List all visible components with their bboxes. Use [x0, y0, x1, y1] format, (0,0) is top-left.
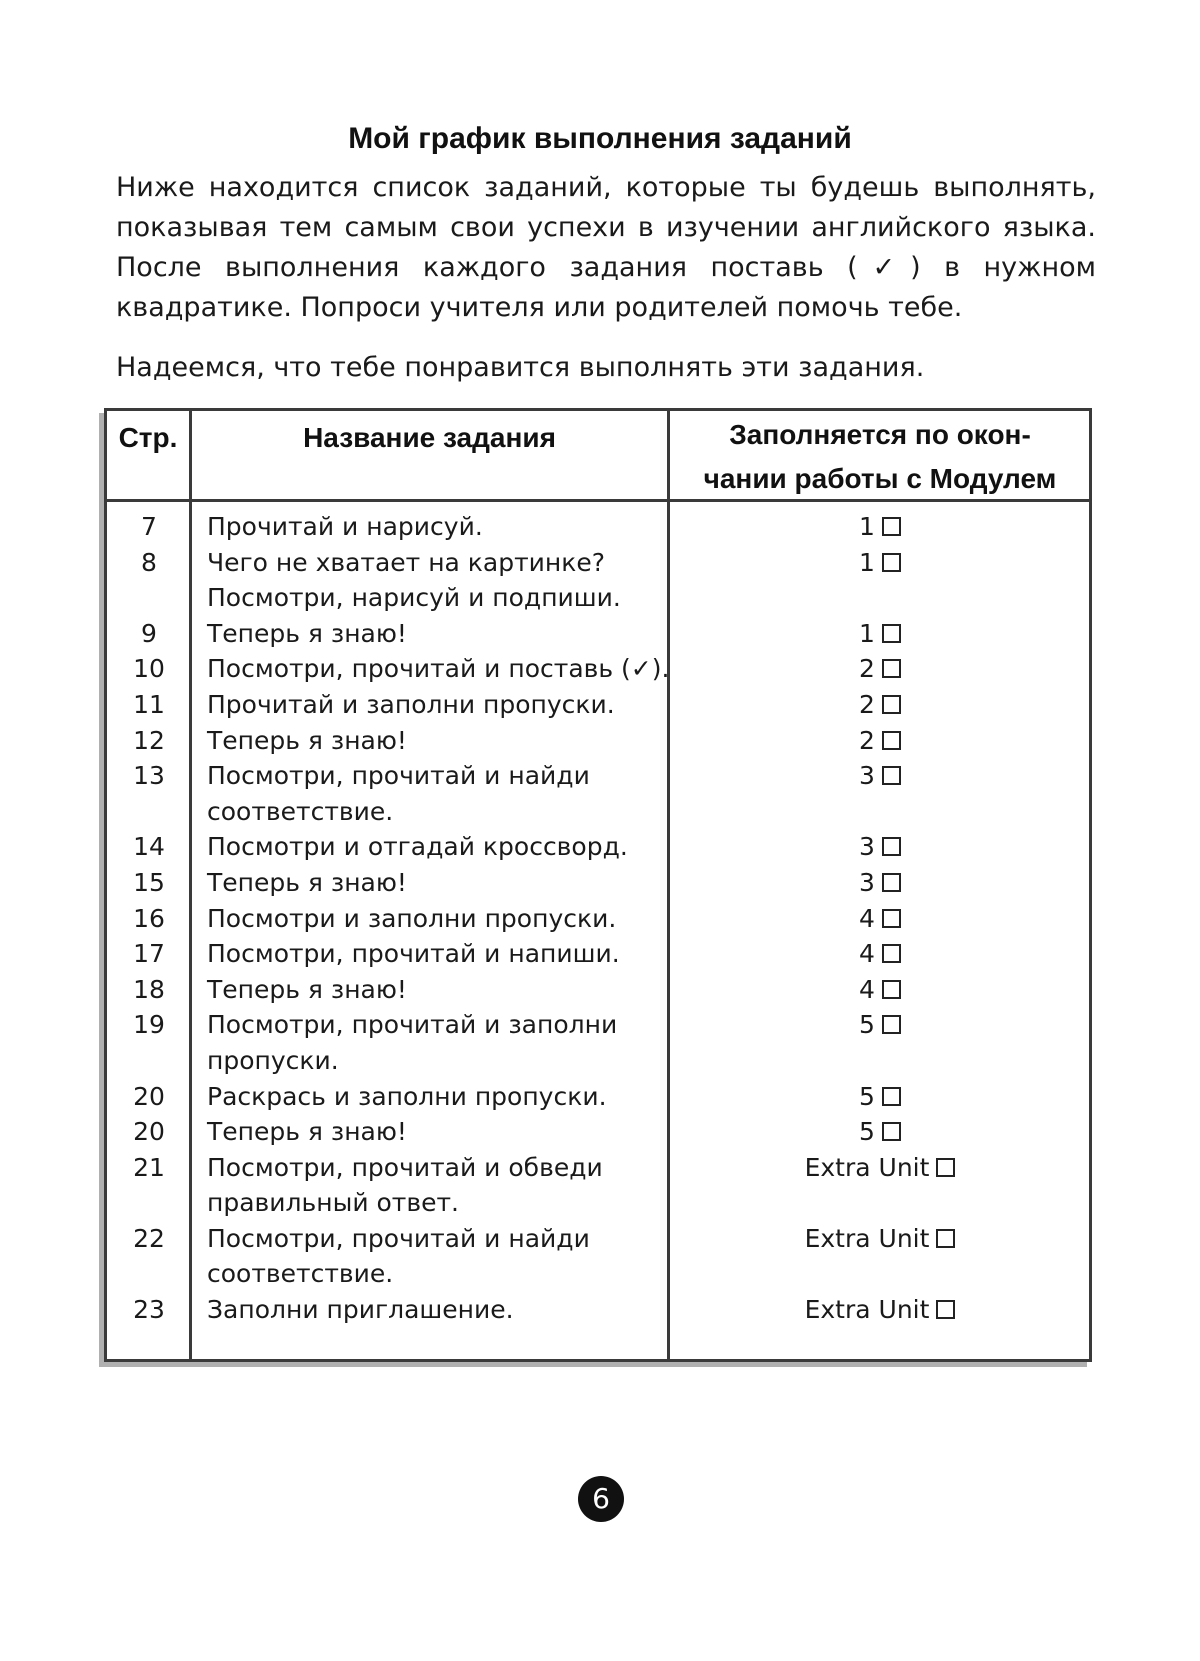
row-task [207, 651, 677, 687]
checkbox[interactable] [882, 659, 901, 678]
row-module-label: 5 [859, 1117, 875, 1147]
checkbox[interactable] [882, 1122, 901, 1141]
row-page-number: 16 [133, 903, 165, 933]
row-task-line: Чего не хватает на картинке? [207, 547, 605, 577]
table-row [107, 758, 1089, 829]
row-task-line: соответствие. [207, 1259, 394, 1289]
row-task [207, 723, 677, 759]
row-page-number: 14 [133, 832, 165, 862]
checkbox[interactable] [882, 837, 901, 856]
row-task [207, 1221, 677, 1292]
row-task [207, 1114, 677, 1150]
table-row [107, 651, 1089, 687]
row-module-label: 4 [859, 939, 875, 969]
row-module [670, 616, 1090, 652]
row-module-label: 5 [859, 1081, 875, 1111]
header-page: Стр. [118, 422, 178, 453]
checkbox[interactable] [882, 766, 901, 785]
page-title: Мой график выполнения заданий [348, 122, 852, 155]
row-task-line: соответствие. [207, 796, 394, 826]
table-row [107, 972, 1089, 1008]
table-body [107, 509, 1089, 1328]
row-page-number: 13 [133, 761, 165, 791]
row-module-label: 2 [859, 654, 875, 684]
checkbox[interactable] [882, 980, 901, 999]
row-task-line: Посмотри, прочитай и найди [207, 761, 590, 791]
row-page-number: 19 [133, 1010, 165, 1040]
row-module [670, 651, 1090, 687]
row-module [670, 865, 1090, 901]
table-row [107, 616, 1089, 652]
row-page-number: 15 [133, 867, 165, 897]
row-module-label: Extra Unit [804, 1295, 930, 1325]
row-task [207, 1007, 677, 1078]
checkbox[interactable] [936, 1229, 955, 1248]
row-module-label: Extra Unit [804, 1223, 930, 1253]
row-module [670, 1292, 1090, 1328]
row-page-number: 20 [133, 1081, 165, 1111]
row-task-line: Посмотри, нарисуй и подпиши. [207, 583, 621, 613]
checkbox[interactable] [882, 695, 901, 714]
row-module-label: 5 [859, 1010, 875, 1040]
row-module-label: 3 [859, 867, 875, 897]
table-row [107, 865, 1089, 901]
row-task [207, 829, 677, 865]
row-module [670, 687, 1090, 723]
schedule-table [104, 408, 1092, 1362]
row-task-line: пропуски. [207, 1045, 339, 1075]
header-module-line1: Заполняется по окон- [729, 419, 1031, 450]
checkbox[interactable] [882, 1087, 901, 1106]
row-module [670, 509, 1090, 545]
checkbox[interactable] [936, 1158, 955, 1177]
row-page-number: 9 [141, 618, 157, 648]
checkbox[interactable] [882, 553, 901, 572]
row-task-line: Прочитай и заполни пропуски. [207, 689, 615, 719]
row-task-line: Заполни приглашение. [207, 1295, 514, 1325]
row-module-label: 4 [859, 903, 875, 933]
row-module [670, 1114, 1090, 1150]
row-task [207, 972, 677, 1008]
table-row [107, 829, 1089, 865]
table-row [107, 936, 1089, 972]
row-module [670, 1007, 1090, 1043]
row-task [207, 616, 677, 652]
row-module-label: 3 [859, 832, 875, 862]
row-task-line: Посмотри, прочитай и поставь (✓). [207, 654, 670, 684]
page-number: 6 [578, 1476, 624, 1522]
table-row [107, 687, 1089, 723]
row-task [207, 901, 677, 937]
header-module [670, 413, 1090, 501]
row-module [670, 1221, 1090, 1257]
table-row [107, 1007, 1089, 1078]
table-row [107, 1292, 1089, 1328]
row-module-label: 1 [859, 618, 875, 648]
checkbox[interactable] [936, 1300, 955, 1319]
checkbox[interactable] [882, 624, 901, 643]
row-module [670, 545, 1090, 581]
checkbox[interactable] [882, 909, 901, 928]
row-module [670, 758, 1090, 794]
row-module-label: 3 [859, 761, 875, 791]
row-task [207, 1292, 677, 1328]
checkbox[interactable] [882, 1015, 901, 1034]
row-module [670, 1150, 1090, 1186]
row-task-line: Посмотри, прочитай и напиши. [207, 939, 620, 969]
row-task [207, 509, 677, 545]
row-task-line: Посмотри, прочитай и обведи [207, 1152, 603, 1182]
row-page-number: 8 [141, 547, 157, 577]
checkbox[interactable] [882, 944, 901, 963]
row-module [670, 829, 1090, 865]
table-row [107, 901, 1089, 937]
row-task-line: Посмотри и отгадай кроссворд. [207, 832, 628, 862]
checkbox[interactable] [882, 517, 901, 536]
checkbox[interactable] [882, 873, 901, 892]
row-task [207, 1150, 677, 1221]
table-row [107, 545, 1089, 616]
row-task-line: Прочитай и нарисуй. [207, 512, 483, 541]
header-task: Название задания [303, 422, 556, 453]
row-task-line: Посмотри, прочитай и найди [207, 1223, 590, 1253]
row-task-line: правильный ответ. [207, 1188, 459, 1218]
hope-paragraph: Надеемся, что тебе понравится выполнять эти задания. [116, 352, 925, 383]
row-task-line: Теперь я знаю! [207, 1117, 407, 1147]
row-module-label: 4 [859, 974, 875, 1004]
table-row [107, 1114, 1089, 1150]
row-module [670, 1079, 1090, 1115]
row-module-label: 2 [859, 725, 875, 755]
row-page-number: 7 [141, 512, 157, 541]
row-module [670, 723, 1090, 759]
row-task-line: Теперь я знаю! [207, 725, 407, 755]
row-page-number: 11 [133, 689, 165, 719]
row-task-line: Посмотри и заполни пропуски. [207, 903, 617, 933]
row-task [207, 936, 677, 972]
row-page-number: 17 [133, 939, 165, 969]
table-row [107, 1150, 1089, 1221]
row-task [207, 1079, 677, 1115]
row-module-label: 1 [859, 512, 875, 541]
intro-paragraph: Ниже находится список заданий, которые ты будешь выполнять, показывая тем самым свои успехи в изучении английского языка. После выполнения каждого задания поставь (✓) в нужном квадратике. Попроси учителя или родителей помочь тебе. [116, 172, 1096, 323]
checkbox[interactable] [882, 731, 901, 750]
row-page-number: 20 [133, 1117, 165, 1147]
table-row [107, 723, 1089, 759]
header-module-line2: чании работы с Модулем [703, 463, 1057, 494]
table-row [107, 1221, 1089, 1292]
row-module-label: 1 [859, 547, 875, 577]
row-module-label: Extra Unit [804, 1152, 930, 1182]
table-row [107, 509, 1089, 545]
row-task-line: Теперь я знаю! [207, 867, 407, 897]
row-task-line: Посмотри, прочитай и заполни [207, 1010, 618, 1040]
row-page-number: 12 [133, 725, 165, 755]
row-task [207, 545, 677, 616]
row-task [207, 758, 677, 829]
row-task-line: Теперь я знаю! [207, 974, 407, 1004]
row-page-number: 23 [133, 1295, 165, 1325]
row-page-number: 21 [133, 1152, 165, 1182]
row-module [670, 972, 1090, 1008]
row-task [207, 687, 677, 723]
row-module [670, 936, 1090, 972]
row-page-number: 10 [133, 654, 165, 684]
row-task-line: Теперь я знаю! [207, 618, 407, 648]
row-page-number: 22 [133, 1223, 165, 1253]
table-row [107, 1079, 1089, 1115]
row-task [207, 865, 677, 901]
row-module-label: 2 [859, 689, 875, 719]
row-module [670, 901, 1090, 937]
row-task-line: Раскрась и заполни пропуски. [207, 1081, 607, 1111]
row-page-number: 18 [133, 974, 165, 1004]
